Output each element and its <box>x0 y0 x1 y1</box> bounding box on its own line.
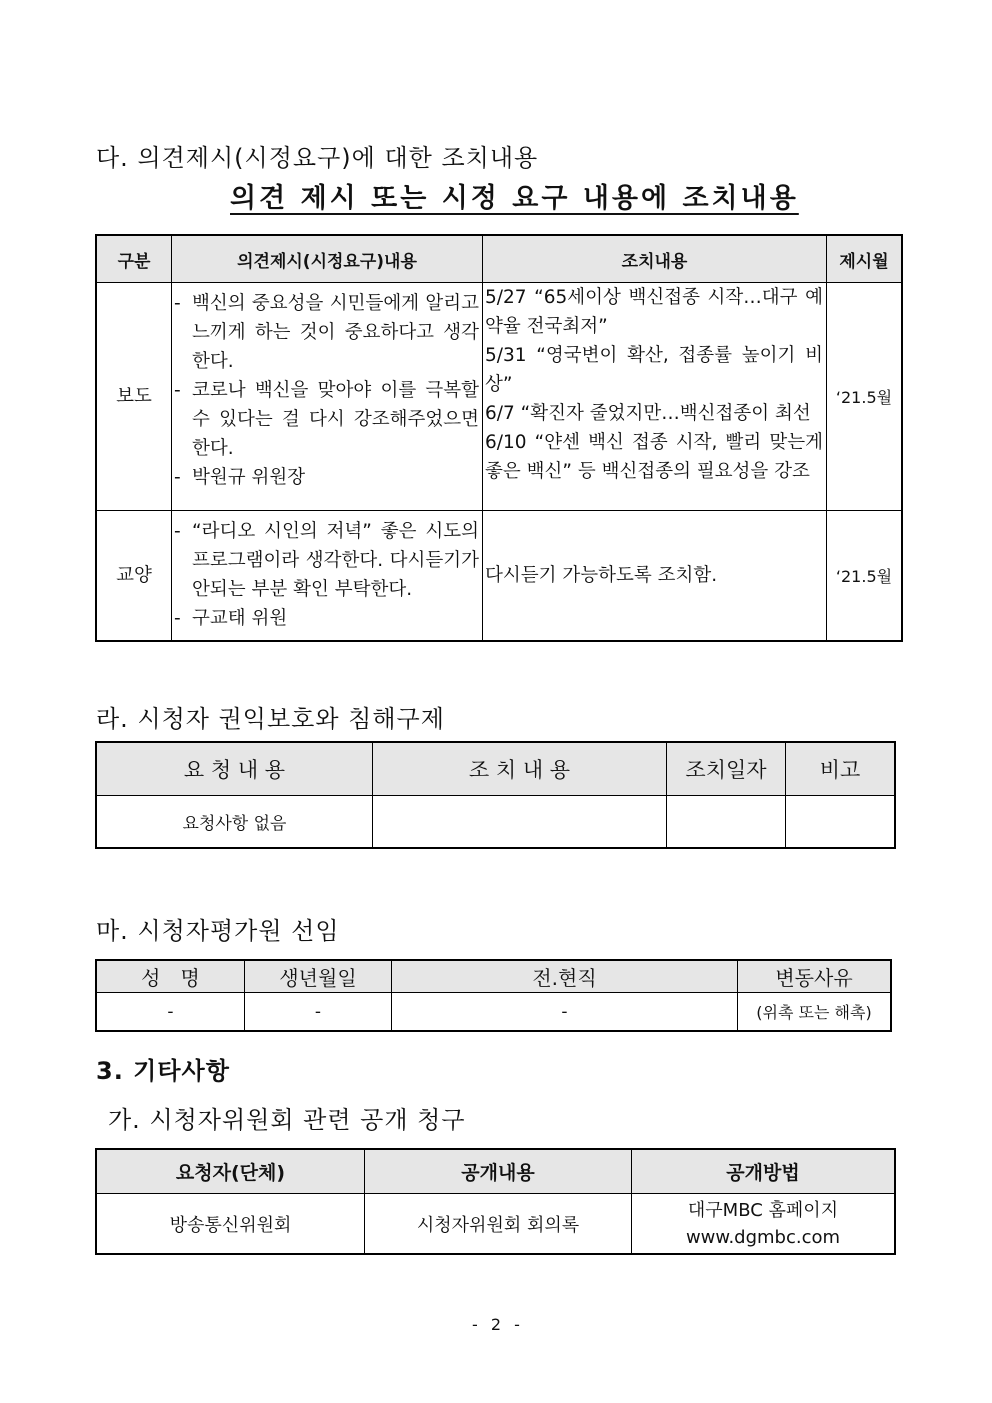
opinion-item: - 구교태 위원 <box>172 604 479 633</box>
opinion-item: - 코로나 백신을 맞아야 이를 극복할 수 있다는 걸 다시 강조해주었으면 한다. <box>172 376 479 463</box>
col-header-opinion: 의견제시(시정요구)내용 <box>172 236 483 283</box>
cell-content: 시청자위원회 회의록 <box>365 1194 632 1254</box>
col-header-name: 성 명 <box>97 961 245 993</box>
rights-table <box>96 742 895 848</box>
action-item: 6/7 “확진자 줄었지만…백신접종이 최선 <box>485 403 811 424</box>
table-row <box>97 511 902 641</box>
action-item: 다시듣기 가능하도록 조치함. <box>485 565 718 586</box>
cell-reason: (위촉 또는 해촉) <box>738 993 891 1031</box>
col-header-reason: 변동사유 <box>738 961 891 993</box>
disclosure-table <box>96 1149 895 1254</box>
table-row <box>97 283 902 511</box>
cell-request: 요청사항 없음 <box>97 796 373 848</box>
cell-name: - <box>97 993 245 1031</box>
row-actions <box>483 511 827 641</box>
col-header-birth: 생년월일 <box>245 961 392 993</box>
opinion-item: - “라디오 시인의 저녁” 좋은 시도의 프로그램이라 생각한다. 다시듣기가 안되는 부분 확인 부탁한다. <box>172 517 479 604</box>
row-category: 보도 <box>97 283 172 511</box>
section-ra-heading: 라. 시청자 권익보호와 침해구제 <box>96 705 445 733</box>
col-header-note: 비고 <box>786 743 895 796</box>
cell-requester: 방송통신위원회 <box>97 1194 365 1254</box>
section-ma-heading: 마. 시청자평가원 선임 <box>96 917 340 945</box>
col-header-requester: 요청자(단체) <box>97 1150 365 1194</box>
cell-date <box>667 796 786 848</box>
col-header-action: 조치내용 <box>483 236 827 283</box>
col-header-position: 전.현직 <box>392 961 738 993</box>
row-opinions <box>172 511 483 641</box>
table-row <box>97 796 895 848</box>
cell-method <box>632 1194 895 1254</box>
cell-position: - <box>392 993 738 1031</box>
row-category: 교양 <box>97 511 172 641</box>
action-item: 5/31 “영국변이 확산, 접종률 높이기 비상” <box>485 345 823 395</box>
cell-measure <box>373 796 667 848</box>
page-number: - 2 - <box>472 1315 524 1334</box>
opinion-item: - 백신의 중요성을 시민들에게 알리고 느끼게 하는 것이 중요하다고 생각한다. <box>172 289 479 376</box>
cell-note <box>786 796 895 848</box>
cell-birth: - <box>245 993 392 1031</box>
opinion-item: - 박원규 위원장 <box>172 463 479 492</box>
opinion-table <box>96 235 902 641</box>
section-da-heading: 다. 의견제시(시정요구)에 대한 조치내용 <box>96 144 539 172</box>
evaluator-table <box>96 960 891 1031</box>
col-header-method: 공개방법 <box>632 1150 895 1194</box>
section-da-title: 의견 제시 또는 시정 요구 내용에 조치내용 <box>230 183 799 214</box>
col-header-request: 요 청 내 용 <box>97 743 373 796</box>
row-opinions <box>172 283 483 511</box>
table-row <box>97 1194 895 1254</box>
col-header-date: 조치일자 <box>667 743 786 796</box>
method-homepage: 대구MBC 홈페이지 <box>687 1199 839 1221</box>
row-month: ‘21.5월 <box>827 511 902 641</box>
row-month: ‘21.5월 <box>827 283 902 511</box>
action-item: 6/10 “얀센 백신 접종 시작, 빨리 맞는게 좋은 백신” 등 백신접종의 필요성을 강조 <box>485 432 823 482</box>
row-actions <box>483 283 827 511</box>
col-header-content: 공개내용 <box>365 1150 632 1194</box>
col-header-measure: 조 치 내 용 <box>373 743 667 796</box>
table-row <box>97 993 891 1031</box>
section-3-heading: 3. 기타사항 <box>96 1057 230 1085</box>
action-item: 5/27 “65세이상 백신접종 시작…대구 예약율 전국최저” <box>485 287 823 337</box>
method-url: www.dgmbc.com <box>685 1226 841 1248</box>
section-3-subheading: 가. 시청자위원회 관련 공개 청구 <box>108 1106 466 1134</box>
col-header-month: 제시월 <box>827 236 902 283</box>
col-header-category: 구분 <box>97 236 172 283</box>
